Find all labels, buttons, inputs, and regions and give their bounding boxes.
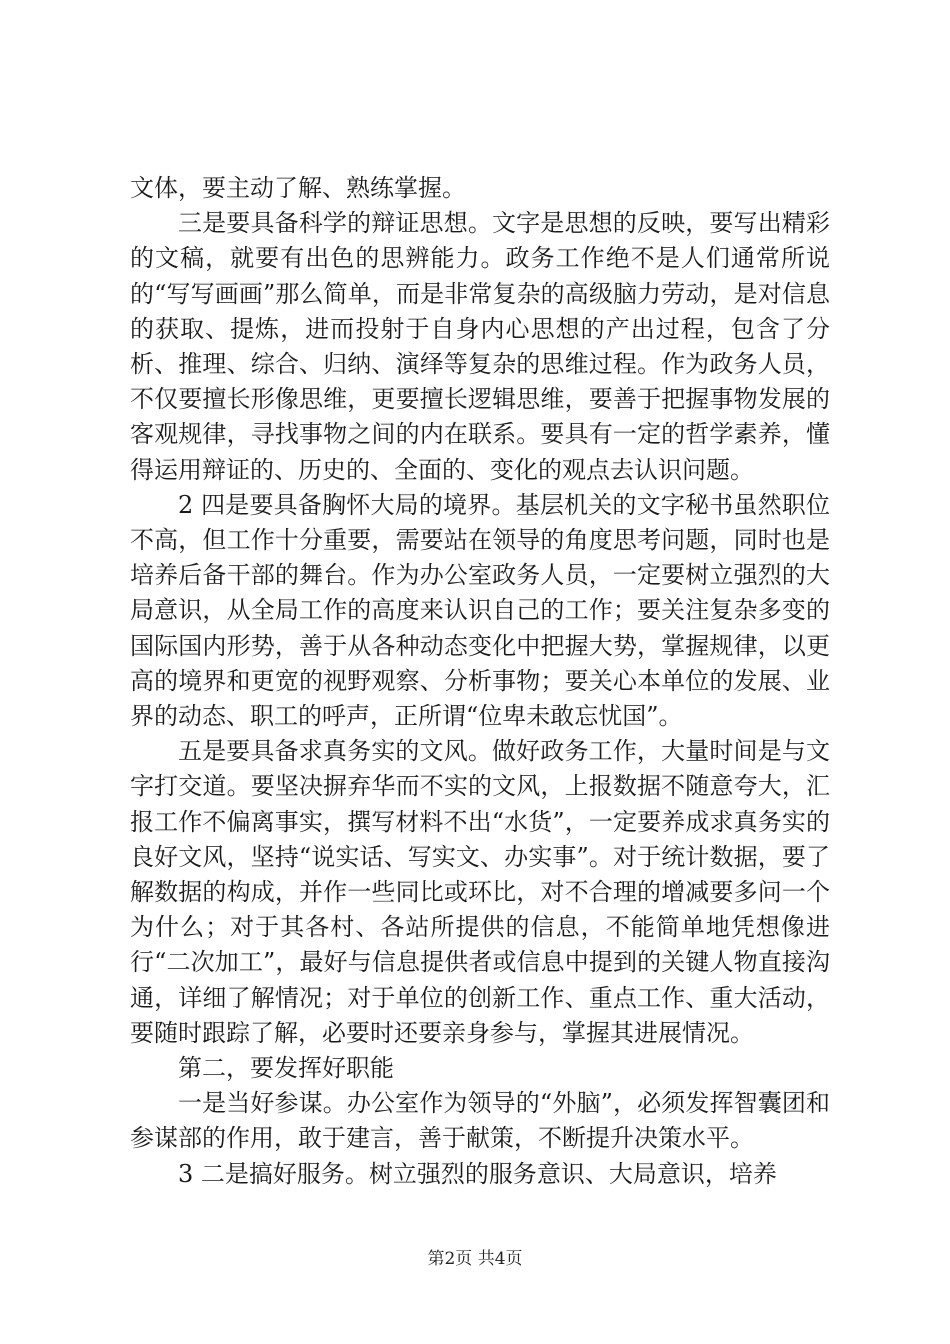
paragraph-service: 3 二是搞好服务。树立强烈的服务意识、大局意识，培养 xyxy=(178,1159,777,1188)
paragraph-big-picture: 2 四是要具备胸怀大局的境界。基层机关的文字秘书虽然职位不高，但工作十分重要，需要站在领导的角度思考问题，同时也是培养后备干部的舞台。作为办公室政务人员，一定要树立强烈的大局意识，从全局工作的高度来认识自己的工作；要关注复杂多变的国际国内形势，善于从各种动态变化中把握大势，掌握规律，以更高的境界和更宽的视野观察、分析事物；要关心本单位的发展、业界的动态、职工的呼声，正所谓“位卑未敢忘忧国”。 xyxy=(130,490,830,731)
document-body xyxy=(130,171,830,1192)
paragraph-advisor: 一是当好参谋。办公室作为领导的“外脑”，必须发挥智囊团和参谋部的作用，敢于建言，善于献策，不断提升决策水平。 xyxy=(130,1089,830,1153)
paragraph-dialectical-thinking: 三是要具备科学的辩证思想。文字是思想的反映，要写出精彩的文稿，就要有出色的思辨能力。政务工作绝不是人们通常所说的“写写画画”那么简单，而是非常复杂的高级脑力劳动，是对信息的获取、提炼，进而投射于自身内心思想的产出过程，包含了分析、推理、综合、归纳、演绎等复杂的思维过程。作为政务人员，不仅要擅长形像思维，更要擅长逻辑思维，要善于把握事物发展的客观规律，寻找事物之间的内在联系。要具有一定的哲学素养，懂得运用辩证的、历史的、全面的、变化的观点去认识问题。 xyxy=(130,209,830,484)
paragraph-practical-style: 五是要具备求真务实的文风。做好政务工作，大量时间是与文字打交道。要坚决摒弃华而不实的文风，上报数据不随意夸大，汇报工作不偏离事实，撰写材料不出“水货”，一定要养成求真务实的良好文风，坚持“说实话、写实文、办实事”。对于统计数据，要了解数据的构成，并作一些同比或环比，对不合理的增减要多问一个为什么；对于其各村、各站所提供的信息，不能简单地凭想像进行“二次加工”，最好与信息提供者或信息中提到的关键人物直接沟通，详细了解情况；对于单位的创新工作、重点工作、重大活动，要随时跟踪了解，必要时还要亲身参与，掌握其进展情况。 xyxy=(130,737,830,1047)
page-footer: 第2页 共4页 xyxy=(427,1249,523,1269)
section-heading-second: 第二，要发挥好职能 xyxy=(178,1054,394,1083)
paragraph-continuation: 文体，要主动了解、熟练掌握。 xyxy=(130,174,466,202)
